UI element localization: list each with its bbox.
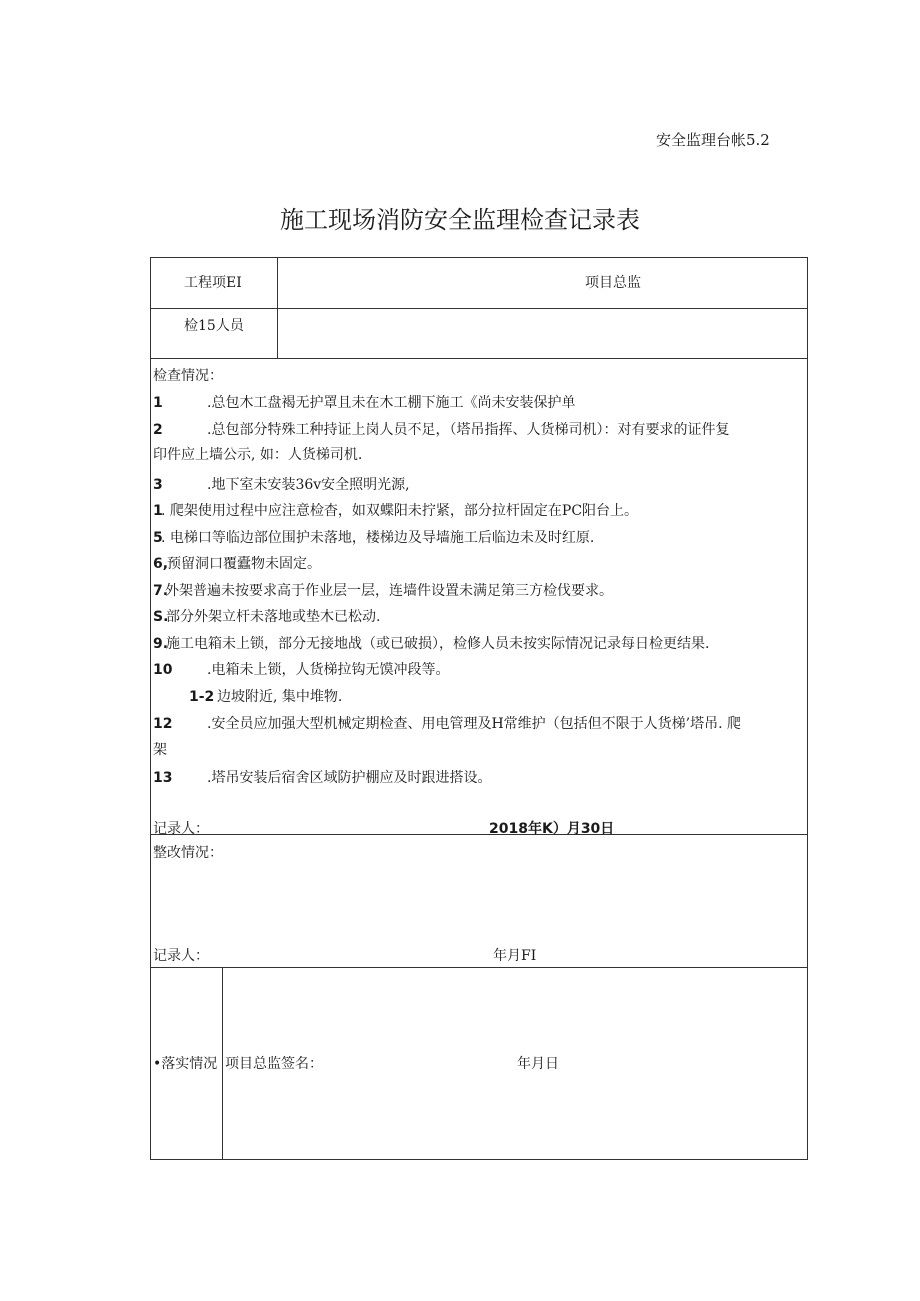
item-text: 施工电箱未上锁，部分无接地战（或已破损），检修人员未按实际情况记录每日检更结果. [166, 636, 710, 652]
item-text: .塔吊安装后宿舍区域防护棚应及时跟进搭设。 [207, 770, 492, 786]
item-number: 1-2 [189, 689, 215, 705]
rectification-heading: 整改情况： [153, 845, 223, 861]
supervisor-label: 项目总监 [585, 275, 641, 291]
item-text: .总包部分特殊工种持证上岗人员不足，（塔吊指挥、人货梯司机）：对有要求的证件复 [207, 422, 730, 438]
implementation-label: •落实情况 [153, 1056, 218, 1072]
item-number: 9. [153, 636, 169, 652]
recorder-label: 记录人： [153, 948, 209, 964]
item-number: 6, [153, 556, 169, 572]
item-text: 部分外架立杆未落地或垫木已松动. [166, 609, 381, 625]
record-date: 年月FI [493, 948, 537, 964]
recorder-label: 记录人： [153, 821, 209, 837]
item-number: 5 [153, 530, 163, 546]
item-number: 1 [153, 503, 163, 519]
item-text: 架 [153, 742, 167, 758]
sign-date: 年月日 [517, 1056, 559, 1072]
item-number: S. [153, 609, 169, 625]
item-text: .总包木工盘褐无护罩且未在木工棚下施工《尚未安装保护单 [207, 395, 576, 411]
supervisor-sign-label: 项目总监签名： [225, 1056, 323, 1072]
column-divider [277, 258, 278, 358]
item-text: 外架普遍未按要求高于作业层一层，连墙件设置未满足第三方检伐要求。 [165, 583, 613, 599]
row-divider [151, 967, 807, 968]
record-date: 2018年K）月30日 [489, 821, 615, 837]
item-text: .安全员应加强大型机械定期检查、用电管理及H常维护（包括但不限于人货梯’塔吊. 爬 [207, 716, 742, 732]
item-number: 12 [153, 716, 173, 732]
item-text: .地下室未安装36v安全照明光源, [207, 477, 410, 493]
item-text: .电箱未上锁，人货梯拉钩无馍冲段等。 [207, 662, 450, 678]
row-divider [151, 834, 807, 835]
item-text: 边坡附近, 集中堆物. [217, 689, 343, 705]
item-number: 1 [153, 395, 163, 411]
project-label: 工程项EI [184, 275, 242, 291]
item-number: 3 [153, 477, 163, 493]
item-number: 10 [153, 662, 173, 678]
inspection-heading: 检查情况： [153, 368, 223, 384]
item-text: 预留洞口覆蠹物未固定。 [167, 556, 321, 572]
item-text: . 爬架使用过程中应注意检杳，如双蝶阳未拧紧，部分拉杆固定在PC阳台上。 [161, 503, 639, 519]
document-code: 安全监理台帐5.2 [656, 131, 770, 149]
item-number: 2 [153, 422, 163, 438]
page-title: 施工现场消防安全监理检查记录表 [280, 206, 640, 234]
inspector-label: 检15人员 [184, 318, 244, 334]
row-divider [151, 308, 807, 309]
inspection-record-table [150, 257, 808, 1160]
item-number: 7. [153, 583, 169, 599]
item-text: 印件应上墙公示, 如：人货梯司机. [153, 447, 363, 463]
item-text: . 电梯口等临边部位围护未落地，楼梯边及导墙施工后临边未及时红原. [161, 530, 595, 546]
item-number: 13 [153, 770, 173, 786]
row-divider [151, 358, 807, 359]
column-divider [222, 967, 223, 1160]
